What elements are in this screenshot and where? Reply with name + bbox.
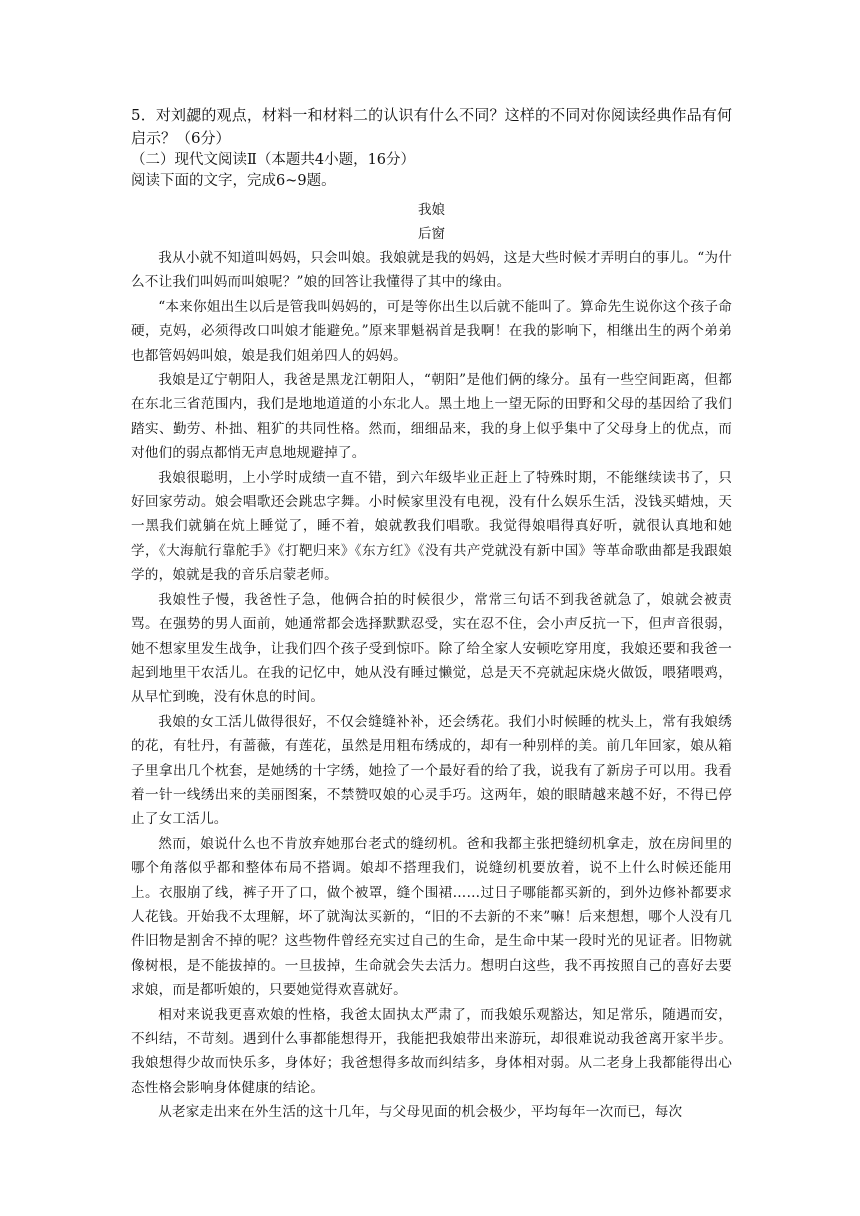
article-title: 我娘 — [418, 202, 445, 218]
article — [131, 198, 732, 1125]
section-title: （二）现代文阅读Ⅱ（本题共4小题，16分） — [131, 152, 416, 168]
document-page — [131, 104, 732, 1125]
article-paragraph: 我娘是辽宁朝阳人，我爸是黑龙江朝阳人，“朝阳”是他们俩的缘分。虽有一些空间距离，但都在东北三省范围内，我们是地地道道的小东北人。黑土地上一望无际的田野和父母的基因给了我们踏实、勤劳、朴拙、粗犷的共同性格。然而，细细品来，我的身上似乎集中了父母身上的优点，而对他们的弱点都悄无声息地规避掉了。 — [131, 372, 732, 462]
article-paragraph: 我从小就不知道叫妈妈，只会叫娘。我娘就是我的妈妈，这是大些时候才弄明白的事儿。“为什么不让我们叫妈而叫娘呢？”娘的回答让我懂得了其中的缘由。 — [131, 250, 732, 291]
article-paragraph: 我娘的女工活儿做得很好，不仅会缝缝补补，还会绣花。我们小时候睡的枕头上，常有我娘绣的花，有牡丹，有蔷薇，有莲花，虽然是用粗布绣成的，却有一种别样的美。前几年回家，娘从箱子里拿出几个枕套，是她绣的十字绣，她捡了一个最好看的给了我，说我有了新房子可以用。我看着一针一线绣出来的美丽图案，不禁赞叹娘的心灵手巧。这两年，娘的眼睛越来越不好，不得已停止了女工活儿。 — [131, 713, 732, 828]
reading-instruction: 阅读下面的文字，完成6~9题。 — [131, 173, 336, 189]
article-paragraph: 从老家走出来在外生活的这十几年，与父母见面的机会极少，平均每年一次而已，每次 — [158, 1104, 683, 1121]
article-paragraph: 我娘很聪明，上小学时成绩一直不错，到六年级毕业正赶上了特殊时期，不能继续读书了，只好回家劳动。娘会唱歌还会跳忠字舞。小时候家里没有电视，没有什么娱乐生活，没钱买蜡烛，天一黑我们就躺在炕上睡觉了，睡不着，娘就教我们唱歌。我觉得娘唱得真好听，就很认真地和她学，《大海航行靠舵手》《打靶归来》《东方红》《没有共产党就没有新中国》等革命歌曲都是我跟娘学的，娘就是我的音乐启蒙老师。 — [131, 469, 732, 584]
article-paragraph: 我娘性子慢，我爸性子急，他俩合拍的时候很少，常常三句话不到我爸就急了，娘就会被责骂。在强势的男人面前，她通常都会选择默默忍受，实在忍不住，会小声反抗一下，但声音很弱，她不想家里发生战争，让我们四个孩子受到惊吓。除了给全家人安顿吃穿用度，我娘还要和我爸一起到地里干农活儿。在我的记忆中，她从没有睡过懒觉，总是天不亮就起床烧火做饭，喂猪喂鸡，从早忙到晚，没有休息的时间。 — [131, 591, 732, 706]
article-paragraph: 然而，娘说什么也不肯放弃她那台老式的缝纫机。爸和我都主张把缝纫机拿走，放在房间里的哪个角落似乎都和整体布局不搭调。娘却不搭理我们，说缝纫机要放着，说不上什么时候还能用上。衣服崩了线，裤子开了口，做个被罩，缝个围裙……过日子哪能都买新的，到外边修补都要求人花钱。开始我不太理解，坏了就淘汰买新的，“旧的不去新的不来”嘛！后来想想，哪个人没有几件旧物是割舍不掉的呢？这些物件曾经充实过自己的生命，是生命中某一段时光的见证者。旧物就像树根，是不能拔掉的。一旦拔掉，生命就会失去活力。想明白这些，我不再按照自己的喜好去要求娘，而是都听娘的，只要她觉得欢喜就好。 — [131, 835, 732, 999]
article-paragraph: 相对来说我更喜欢娘的性格，我爸太固执太严肃了，而我娘乐观豁达，知足常乐，随遇而安，不纠结，不苛刻。遇到什么事都能想得开，我能把我娘带出来游玩，却很难说动我爸离开家半步。我娘想得少故而快乐多，身体好；我爸想得多故而纠结多，身体相对弱。从二老身上我都能得出心态性格会影响身体健康的结论。 — [131, 1006, 732, 1096]
article-paragraph: “本来你姐出生以后是管我叫妈妈的，可是等你出生以后就不能叫了。算命先生说你这个孩子命硬，克妈，必须得改口叫娘才能避免。”原来罪魁祸首是我啊！在我的影响下，相继出生的两个弟弟也都管妈妈叫娘，娘是我们姐弟四人的妈妈。 — [131, 298, 732, 364]
article-author: 后窗 — [418, 226, 445, 242]
question-5: 5．对刘勰的观点，材料一和材料二的认识有什么不同？这样的不同对你阅读经典作品有何启示？（6分） — [131, 106, 732, 147]
